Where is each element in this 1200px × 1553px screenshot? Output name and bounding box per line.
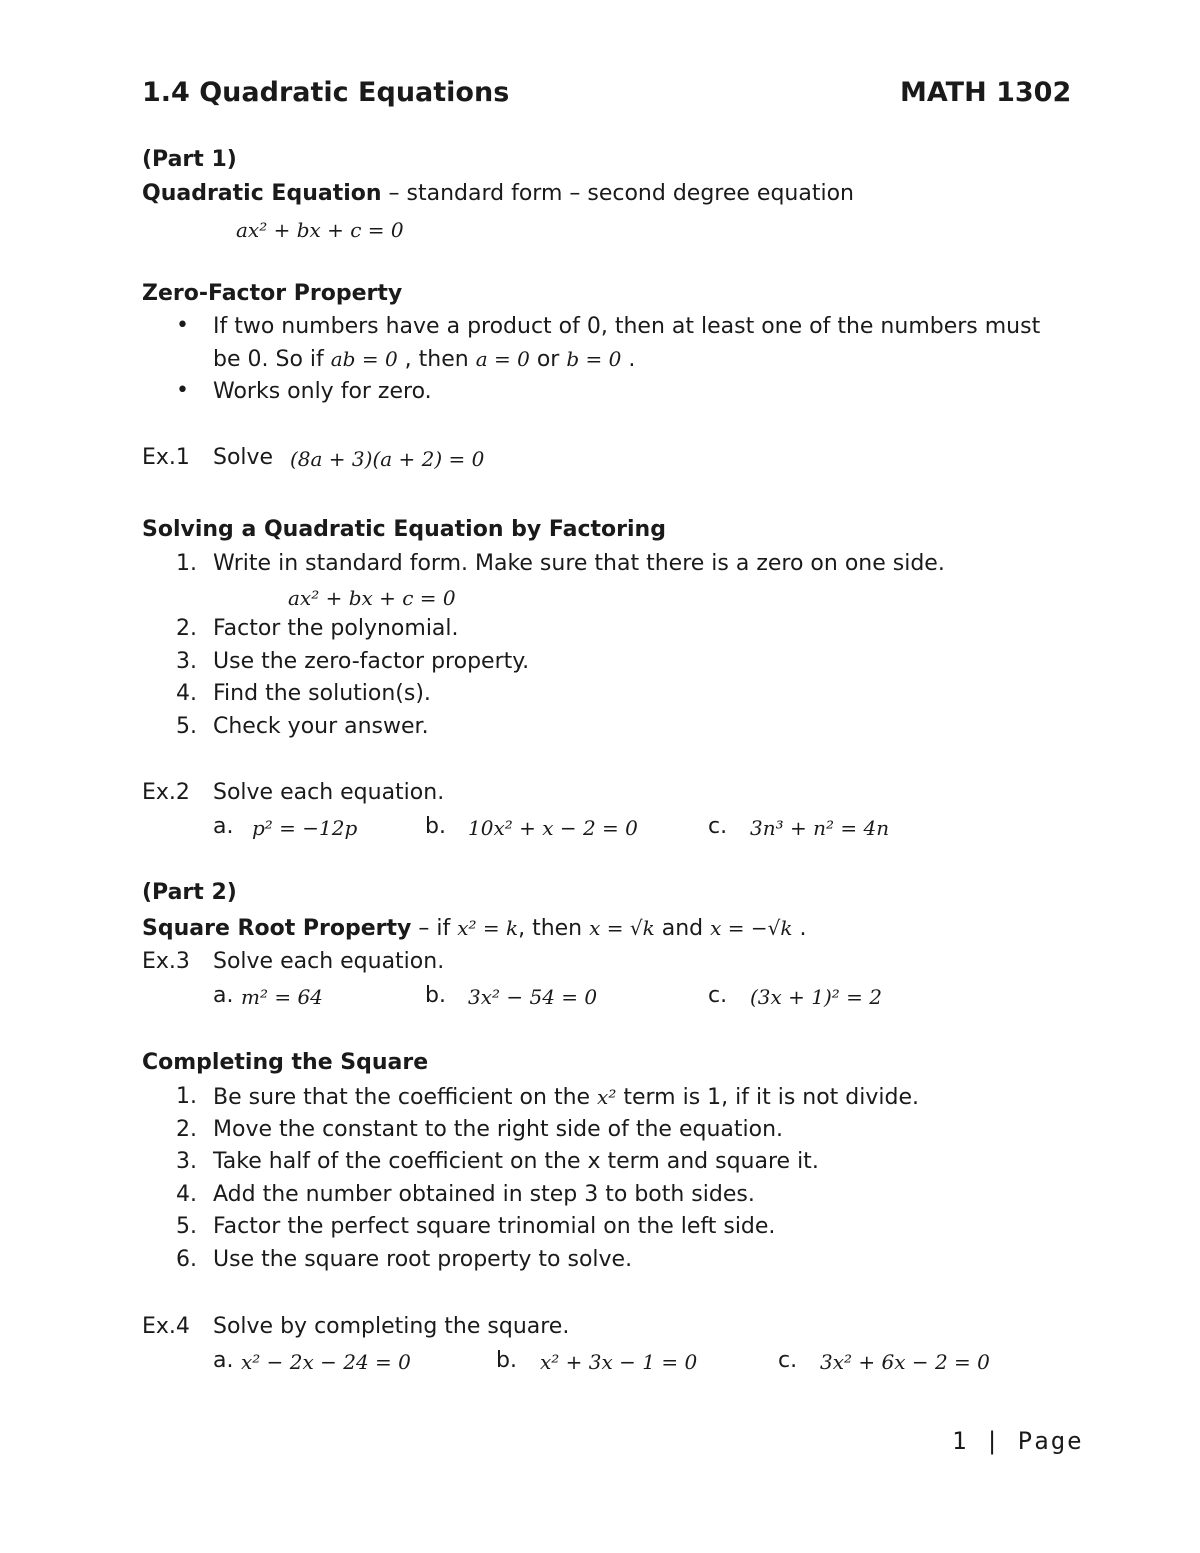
cs-step: Factor the perfect square trinomial on the left side. xyxy=(213,1214,776,1239)
bullet-icon: • xyxy=(176,313,189,338)
cs-step: Move the constant to the right side of the equation. xyxy=(213,1117,784,1142)
list-item-number: 5. xyxy=(176,1214,197,1239)
ex2-item-equation: p² = −12p xyxy=(252,816,358,840)
ex4-item-equation: x² + 3x − 1 = 0 xyxy=(540,1350,698,1374)
list-item-number: 1. xyxy=(176,551,197,576)
list-item-number: 2. xyxy=(176,1117,197,1142)
list-item-number: 5. xyxy=(176,714,197,739)
quadratic-equation-definition xyxy=(142,180,854,208)
math-x-neg-sqrt-k: x = −√k xyxy=(710,916,793,940)
zf-bullet1-line2: be 0. So if ab = 0 , then a = 0 or b = 0 . xyxy=(213,347,636,372)
cs-step: Take half of the coefficient on the x term and square it. xyxy=(213,1149,819,1174)
zf-bullet1-line1: If two numbers have a product of 0, then at least one of the numbers must xyxy=(213,314,1041,339)
ex3-item-letter: c. xyxy=(708,983,728,1008)
qe-term: Quadratic Equation xyxy=(142,181,382,206)
standard-form-formula: ax² + bx + c = 0 xyxy=(236,218,404,242)
cs-step: Use the square root property to solve. xyxy=(213,1247,633,1272)
zf-bullet2: Works only for zero. xyxy=(213,379,432,404)
factoring-step: Write in standard form. Make sure that there is a zero on one side. xyxy=(213,551,945,576)
ex4-text: Solve by completing the square. xyxy=(213,1314,570,1339)
square-root-property: Square Root Property – if x² = k, then x = √k and x = −√k . xyxy=(142,916,807,941)
ex4-item-equation: x² − 2x − 24 = 0 xyxy=(241,1350,411,1374)
list-item-number: 3. xyxy=(176,1149,197,1174)
factoring-formula: ax² + bx + c = 0 xyxy=(288,586,456,610)
ex3-label: Ex.3 xyxy=(142,949,190,974)
page-title: 1.4 Quadratic Equations xyxy=(142,77,510,108)
course-code: MATH 1302 xyxy=(900,77,1072,108)
ex4-item-letter: a. xyxy=(213,1348,234,1373)
srp-term: Square Root Property xyxy=(142,916,412,941)
part1-label: (Part 1) xyxy=(142,147,237,172)
part2-label: (Part 2) xyxy=(142,880,237,905)
list-item-number: 1. xyxy=(176,1084,197,1109)
ex1-text: Solve xyxy=(213,445,274,470)
math-x2-k: x² = k xyxy=(457,916,519,940)
ex2-text: Solve each equation. xyxy=(213,780,445,805)
bullet-icon: • xyxy=(176,378,189,403)
ex1-label: Ex.1 xyxy=(142,445,190,470)
ex2-item-equation: 10x² + x − 2 = 0 xyxy=(468,816,638,840)
qe-description: – standard form – second degree equation xyxy=(381,181,854,206)
list-item-number: 3. xyxy=(176,649,197,674)
factoring-heading: Solving a Quadratic Equation by Factoring xyxy=(142,517,666,542)
factoring-step: Factor the polynomial. xyxy=(213,616,459,641)
ex3-item-equation: m² = 64 xyxy=(241,985,323,1009)
math-x-sqrt-k: x = √k xyxy=(589,916,655,940)
factoring-step: Find the solution(s). xyxy=(213,681,431,706)
ex4-item-equation: 3x² + 6x − 2 = 0 xyxy=(820,1350,990,1374)
zero-factor-heading: Zero-Factor Property xyxy=(142,281,403,306)
ex2-item-letter: b. xyxy=(425,814,446,839)
list-item-number: 6. xyxy=(176,1247,197,1272)
factoring-step: Check your answer. xyxy=(213,714,429,739)
list-item-number: 4. xyxy=(176,681,197,706)
ex3-item-equation: (3x + 1)² = 2 xyxy=(750,985,883,1009)
ex3-item-letter: a. xyxy=(213,983,234,1008)
math-a-zero: a = 0 xyxy=(475,347,530,371)
ex1-equation: (8a + 3)(a + 2) = 0 xyxy=(290,447,485,471)
completing-square-heading: Completing the Square xyxy=(142,1050,429,1075)
cs-step: Be sure that the coefficient on the x² term is 1, if it is not divide. xyxy=(213,1085,920,1110)
cs-step: Add the number obtained in step 3 to both sides. xyxy=(213,1182,755,1207)
ex3-item-equation: 3x² − 54 = 0 xyxy=(468,985,598,1009)
ex4-label: Ex.4 xyxy=(142,1314,190,1339)
page-number: 1 | Page xyxy=(952,1427,1084,1455)
math-x-squared: x² xyxy=(597,1085,617,1109)
math-b-zero: b = 0 xyxy=(566,347,622,371)
list-item-number: 4. xyxy=(176,1182,197,1207)
list-item-number: 2. xyxy=(176,616,197,641)
ex2-item-letter: a. xyxy=(213,814,234,839)
ex3-text: Solve each equation. xyxy=(213,949,445,974)
ex2-item-letter: c. xyxy=(708,814,728,839)
ex2-item-equation: 3n³ + n² = 4n xyxy=(750,816,890,840)
ex2-label: Ex.2 xyxy=(142,780,190,805)
math-ab-zero: ab = 0 xyxy=(330,347,398,371)
ex4-item-letter: c. xyxy=(778,1348,798,1373)
ex4-item-letter: b. xyxy=(496,1348,517,1373)
ex3-item-letter: b. xyxy=(425,983,446,1008)
factoring-step: Use the zero-factor property. xyxy=(213,649,530,674)
